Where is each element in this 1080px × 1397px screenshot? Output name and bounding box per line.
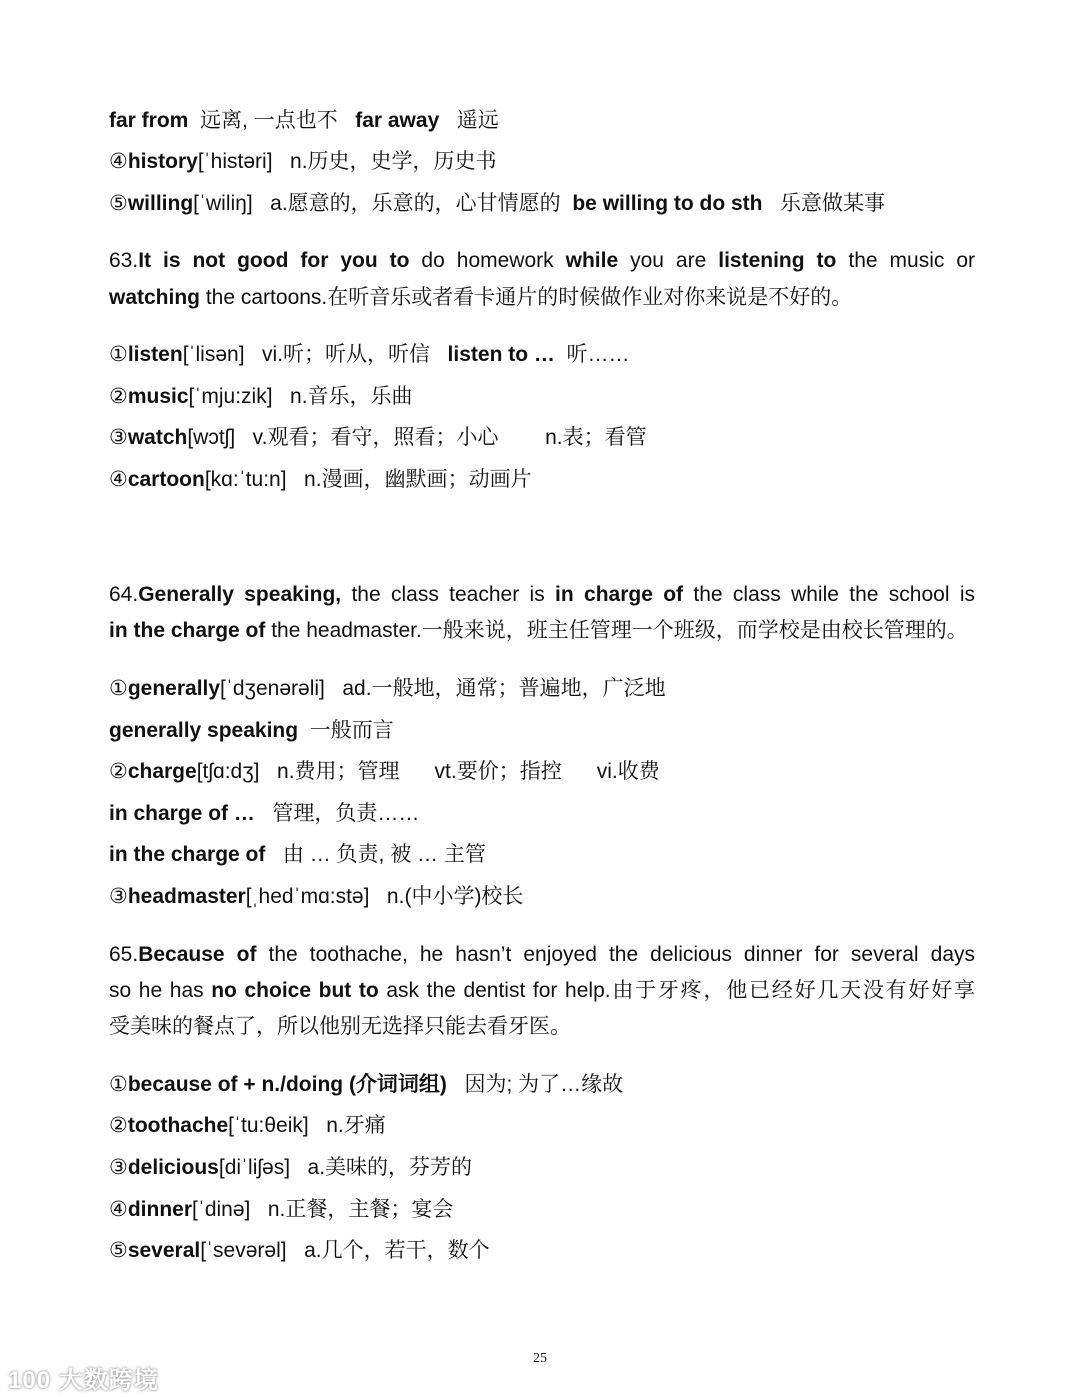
text-segment: 乐意做某事	[762, 192, 886, 215]
text-segment: 管理，负责……	[254, 802, 420, 825]
bold-term: music	[127, 385, 189, 408]
text-segment: 听……	[554, 343, 630, 366]
text-segment: [ˈtu:θeik] n.牙痛	[228, 1114, 386, 1137]
bold-term: watch	[127, 426, 188, 449]
text-segment: 遥远	[439, 109, 499, 132]
text-line	[109, 341, 630, 369]
text-line	[109, 883, 523, 911]
text-segment: 受美味的餐点了，所以他别无选择只能去看牙医。	[109, 1015, 571, 1038]
text-segment: the class teacher is	[341, 583, 556, 606]
text-line	[109, 424, 647, 452]
bold-term: delicious	[127, 1156, 219, 1179]
text-segment: ①	[109, 1073, 128, 1096]
bold-term: willing	[127, 192, 194, 215]
text-segment: [ˈmju:zik] n.音乐，乐曲	[188, 385, 413, 408]
bold-term: be willing to do sth	[572, 192, 763, 215]
text-line	[109, 383, 413, 411]
text-line	[109, 1112, 386, 1140]
bold-term: dinner	[127, 1198, 192, 1221]
text-line	[109, 800, 419, 828]
text-segment: ③	[109, 885, 128, 908]
text-segment: 因为; 为了…缘故	[446, 1073, 624, 1096]
text-segment: ①	[109, 677, 128, 700]
text-segment: ③	[109, 1156, 128, 1179]
text-segment: ②	[109, 1114, 128, 1137]
text-segment: 65.	[109, 943, 139, 966]
text-segment: ④	[109, 1198, 128, 1221]
text-segment: 远离, 一点也不	[188, 109, 356, 132]
text-segment: the cartoons.在听音乐或者看卡通片的时候做作业对你来说是不好的。	[200, 286, 853, 309]
text-segment: [ˈlisən] vi.听；听从，听信	[182, 343, 448, 366]
text-line	[109, 1196, 453, 1224]
text-segment: [wɔtʃ] v.观看；看守，照看；小心 n.表；看管	[187, 426, 647, 449]
text-segment: [tʃɑ:dʒ] n.费用；管理 vt.要价；指控 vi.收费	[196, 760, 660, 783]
bold-term: watching	[109, 286, 201, 309]
text-segment: [kɑ:ˈtu:n] n.漫画，幽默画；动画片	[204, 468, 532, 491]
text-line	[109, 941, 975, 969]
text-line	[109, 1071, 623, 1099]
text-segment: ⑤	[109, 192, 128, 215]
text-segment: you are	[618, 249, 719, 272]
text-line	[109, 1013, 571, 1041]
bold-term: cartoon	[127, 468, 205, 491]
bold-term: because of + n./doing (介词词组)	[127, 1073, 447, 1096]
text-segment: so he has	[109, 979, 212, 1002]
text-segment: ②	[109, 760, 128, 783]
text-line	[109, 717, 394, 745]
bold-term: in the charge of	[109, 619, 266, 642]
text-line	[109, 107, 499, 135]
text-segment: ①	[109, 343, 128, 366]
text-segment: do homework	[409, 249, 566, 272]
text-line	[109, 675, 666, 703]
text-segment: ④	[109, 150, 128, 173]
bold-term: no choice but to	[211, 979, 379, 1002]
text-segment: ⑤	[109, 1239, 128, 1262]
text-line	[109, 758, 660, 786]
bold-term: far away	[355, 109, 440, 132]
text-line	[109, 977, 975, 1005]
text-segment: 63.	[109, 249, 139, 272]
bold-term: listen	[127, 343, 183, 366]
text-line	[109, 284, 852, 312]
bold-term: charge	[127, 760, 197, 783]
text-segment: [ˈhistəri] n.历史，史学，历史书	[197, 150, 497, 173]
text-segment: 一般而言	[298, 719, 394, 742]
text-line	[109, 841, 486, 869]
text-segment: [diˈliʃəs] a.美味的，芬芳的	[218, 1156, 473, 1179]
text-line	[109, 617, 968, 645]
text-line	[109, 581, 975, 609]
bold-term: toothache	[127, 1114, 229, 1137]
text-segment: 64.	[109, 583, 139, 606]
text-segment: [ˌhedˈmɑ:stə] n.(中小学)校长	[245, 885, 524, 908]
bold-term: listening to	[718, 249, 837, 272]
bold-term: history	[127, 150, 198, 173]
bold-term: generally speaking	[109, 719, 299, 742]
text-segment: the toothache, he hasn’t enjoyed the delicious dinner for several days	[256, 943, 975, 966]
text-line	[109, 1154, 472, 1182]
bold-term: in charge of	[555, 583, 684, 606]
text-segment: ②	[109, 385, 128, 408]
text-line	[109, 1237, 490, 1265]
text-segment: ④	[109, 468, 128, 491]
text-segment: the class while the school is	[683, 583, 975, 606]
watermark-logo: 100 大数跨境	[8, 1367, 159, 1394]
text-segment: the music or	[836, 249, 975, 272]
text-line	[109, 148, 497, 176]
text-segment: [ˈsevərəl] a.几个，若干，数个	[200, 1239, 490, 1262]
bold-term: generally	[127, 677, 221, 700]
text-segment: [ˈdinə] n.正餐，主餐；宴会	[192, 1198, 454, 1221]
bold-term: in the charge of	[109, 843, 266, 866]
bold-term: Because of	[138, 943, 257, 966]
page-number: 25	[533, 1351, 547, 1366]
bold-term: while	[565, 249, 619, 272]
text-segment: [ˈdʒenərəli] ad.一般地，通常；普遍地，广泛地	[220, 677, 666, 700]
bold-term: headmaster	[127, 885, 246, 908]
text-segment: the headmaster.一般来说，班主任管理一个班级，而学校是由校长管理的。	[265, 619, 968, 642]
bold-term: in charge of …	[109, 802, 255, 825]
text-segment: ③	[109, 426, 128, 449]
text-segment: ask the dentist for help.由于牙疼，他已经好几天没有好好享	[378, 979, 976, 1002]
text-line	[109, 247, 975, 275]
text-line	[109, 190, 885, 218]
bold-term: It is not good for you to	[138, 249, 410, 272]
bold-term: several	[127, 1239, 201, 1262]
text-line	[109, 466, 532, 494]
text-segment: 由 … 负责, 被 … 主管	[265, 843, 486, 866]
bold-term: listen to …	[447, 343, 555, 366]
text-segment: [ˈwiliŋ] a.愿意的，乐意的，心甘情愿的	[193, 192, 573, 215]
bold-term: far from	[109, 109, 189, 132]
bold-term: Generally speaking,	[138, 583, 342, 606]
